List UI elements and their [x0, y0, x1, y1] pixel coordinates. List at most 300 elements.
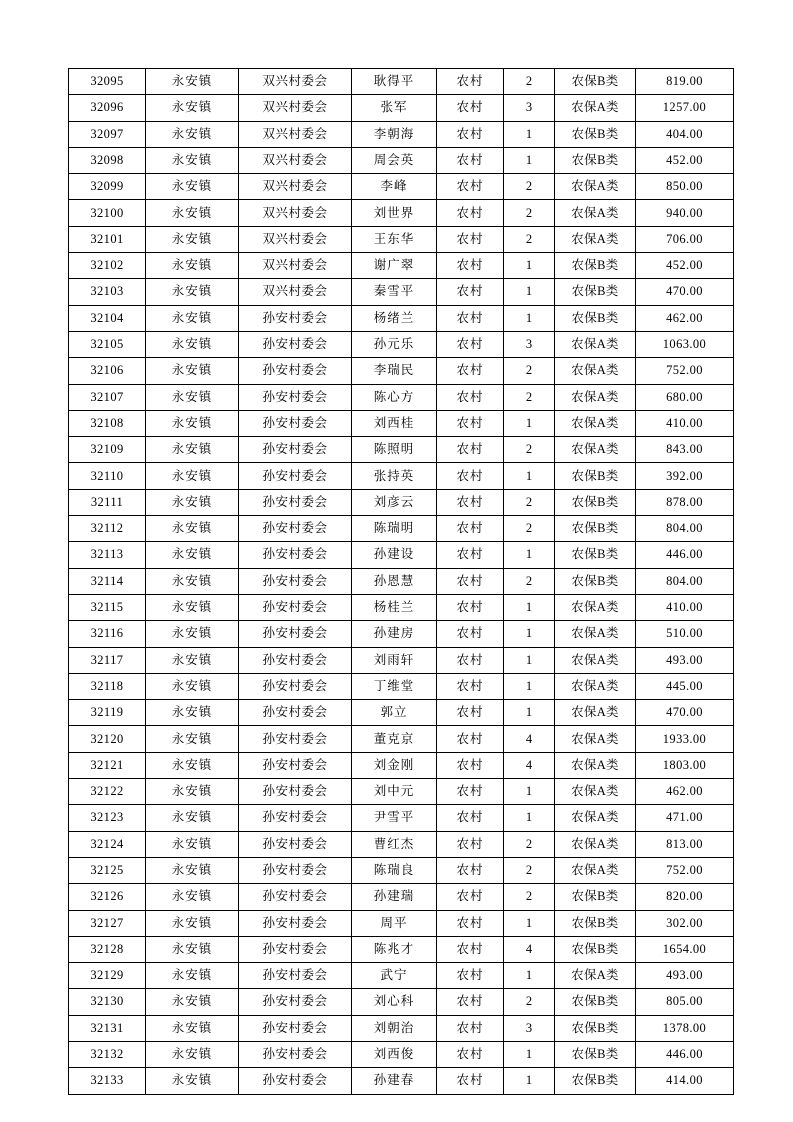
table-row: [69, 884, 734, 910]
cell-name: 杨绪兰: [352, 305, 437, 331]
cell-household-type: 农村: [437, 463, 504, 489]
cell-category: 农保A类: [555, 726, 636, 752]
cell-amount: 680.00: [636, 384, 734, 410]
cell-household-type: 农村: [437, 884, 504, 910]
cell-household-type: 农村: [437, 200, 504, 226]
cell-id: 32123: [69, 805, 146, 831]
cell-name: 孙建设: [352, 542, 437, 568]
cell-amount: 445.00: [636, 673, 734, 699]
cell-household-type: 农村: [437, 594, 504, 620]
cell-name: 陈瑞良: [352, 857, 437, 883]
cell-person-count: 3: [504, 331, 555, 357]
cell-town: 永安镇: [146, 489, 239, 515]
cell-household-type: 农村: [437, 568, 504, 594]
cell-village: 孙安村委会: [239, 884, 352, 910]
table-row: [69, 805, 734, 831]
table-row: [69, 542, 734, 568]
cell-household-type: 农村: [437, 121, 504, 147]
cell-town: 永安镇: [146, 1068, 239, 1094]
cell-category: 农保A类: [555, 331, 636, 357]
cell-name: 杨桂兰: [352, 594, 437, 620]
cell-amount: 462.00: [636, 305, 734, 331]
cell-id: 32125: [69, 857, 146, 883]
cell-household-type: 农村: [437, 647, 504, 673]
cell-id: 32121: [69, 752, 146, 778]
cell-village: 孙安村委会: [239, 331, 352, 357]
cell-town: 永安镇: [146, 410, 239, 436]
cell-person-count: 1: [504, 700, 555, 726]
table-row: [69, 384, 734, 410]
cell-name: 尹雪平: [352, 805, 437, 831]
cell-name: 谢广翠: [352, 253, 437, 279]
cell-town: 永安镇: [146, 516, 239, 542]
cell-village: 双兴村委会: [239, 95, 352, 121]
cell-category: 农保B类: [555, 910, 636, 936]
cell-household-type: 农村: [437, 147, 504, 173]
cell-id: 32106: [69, 358, 146, 384]
cell-household-type: 农村: [437, 95, 504, 121]
cell-amount: 805.00: [636, 989, 734, 1015]
cell-person-count: 1: [504, 410, 555, 436]
cell-id: 32113: [69, 542, 146, 568]
cell-category: 农保B类: [555, 542, 636, 568]
cell-village: 孙安村委会: [239, 857, 352, 883]
cell-person-count: 2: [504, 200, 555, 226]
cell-household-type: 农村: [437, 410, 504, 436]
cell-person-count: 2: [504, 989, 555, 1015]
cell-amount: 1063.00: [636, 331, 734, 357]
cell-village: 孙安村委会: [239, 779, 352, 805]
table-row: [69, 1015, 734, 1041]
cell-id: 32103: [69, 279, 146, 305]
cell-amount: 471.00: [636, 805, 734, 831]
cell-household-type: 农村: [437, 700, 504, 726]
cell-id: 32105: [69, 331, 146, 357]
table-row: [69, 410, 734, 436]
cell-town: 永安镇: [146, 647, 239, 673]
cell-id: 32118: [69, 673, 146, 699]
cell-person-count: 2: [504, 384, 555, 410]
cell-amount: 1933.00: [636, 726, 734, 752]
cell-person-count: 1: [504, 963, 555, 989]
cell-person-count: 2: [504, 516, 555, 542]
cell-household-type: 农村: [437, 989, 504, 1015]
cell-household-type: 农村: [437, 305, 504, 331]
table-row: [69, 989, 734, 1015]
cell-town: 永安镇: [146, 358, 239, 384]
cell-category: 农保A类: [555, 226, 636, 252]
cell-amount: 446.00: [636, 542, 734, 568]
cell-town: 永安镇: [146, 700, 239, 726]
cell-amount: 819.00: [636, 69, 734, 95]
cell-village: 孙安村委会: [239, 805, 352, 831]
cell-id: 32097: [69, 121, 146, 147]
table-row: [69, 489, 734, 515]
cell-town: 永安镇: [146, 726, 239, 752]
cell-name: 刘彦云: [352, 489, 437, 515]
cell-person-count: 1: [504, 673, 555, 699]
cell-id: 32096: [69, 95, 146, 121]
cell-name: 武宁: [352, 963, 437, 989]
table-row: [69, 147, 734, 173]
table-row: [69, 594, 734, 620]
cell-town: 永安镇: [146, 884, 239, 910]
cell-person-count: 1: [504, 647, 555, 673]
cell-amount: 804.00: [636, 568, 734, 594]
cell-household-type: 农村: [437, 857, 504, 883]
cell-name: 李瑞民: [352, 358, 437, 384]
cell-id: 32098: [69, 147, 146, 173]
cell-name: 丁维堂: [352, 673, 437, 699]
cell-category: 农保B类: [555, 568, 636, 594]
cell-village: 孙安村委会: [239, 568, 352, 594]
cell-town: 永安镇: [146, 963, 239, 989]
cell-town: 永安镇: [146, 1015, 239, 1041]
cell-village: 孙安村委会: [239, 910, 352, 936]
cell-name: 陈照明: [352, 437, 437, 463]
cell-town: 永安镇: [146, 305, 239, 331]
cell-village: 孙安村委会: [239, 437, 352, 463]
cell-town: 永安镇: [146, 831, 239, 857]
cell-id: 32099: [69, 174, 146, 200]
cell-id: 32132: [69, 1041, 146, 1067]
cell-amount: 404.00: [636, 121, 734, 147]
cell-id: 32120: [69, 726, 146, 752]
cell-town: 永安镇: [146, 279, 239, 305]
cell-town: 永安镇: [146, 95, 239, 121]
cell-household-type: 农村: [437, 331, 504, 357]
cell-name: 刘心科: [352, 989, 437, 1015]
cell-name: 刘西桂: [352, 410, 437, 436]
cell-village: 双兴村委会: [239, 253, 352, 279]
cell-name: 孙建房: [352, 621, 437, 647]
cell-amount: 510.00: [636, 621, 734, 647]
cell-household-type: 农村: [437, 542, 504, 568]
cell-id: 32127: [69, 910, 146, 936]
cell-village: 孙安村委会: [239, 936, 352, 962]
cell-category: 农保B类: [555, 1041, 636, 1067]
cell-category: 农保A类: [555, 200, 636, 226]
cell-town: 永安镇: [146, 200, 239, 226]
table-body: [69, 69, 734, 1095]
cell-household-type: 农村: [437, 384, 504, 410]
cell-amount: 843.00: [636, 437, 734, 463]
cell-name: 孙建春: [352, 1068, 437, 1094]
cell-id: 32100: [69, 200, 146, 226]
cell-name: 张持英: [352, 463, 437, 489]
cell-town: 永安镇: [146, 805, 239, 831]
cell-town: 永安镇: [146, 437, 239, 463]
cell-person-count: 1: [504, 121, 555, 147]
cell-name: 张军: [352, 95, 437, 121]
cell-name: 孙元乐: [352, 331, 437, 357]
cell-amount: 1378.00: [636, 1015, 734, 1041]
cell-name: 孙建瑞: [352, 884, 437, 910]
table-row: [69, 253, 734, 279]
cell-amount: 1803.00: [636, 752, 734, 778]
cell-person-count: 2: [504, 489, 555, 515]
cell-amount: 410.00: [636, 410, 734, 436]
cell-category: 农保B类: [555, 989, 636, 1015]
cell-town: 永安镇: [146, 752, 239, 778]
cell-person-count: 1: [504, 594, 555, 620]
cell-id: 32095: [69, 69, 146, 95]
cell-village: 孙安村委会: [239, 305, 352, 331]
cell-household-type: 农村: [437, 516, 504, 542]
cell-town: 永安镇: [146, 463, 239, 489]
cell-town: 永安镇: [146, 384, 239, 410]
table-row: [69, 647, 734, 673]
cell-id: 32112: [69, 516, 146, 542]
cell-person-count: 1: [504, 253, 555, 279]
cell-amount: 414.00: [636, 1068, 734, 1094]
cell-name: 周平: [352, 910, 437, 936]
cell-category: 农保B类: [555, 121, 636, 147]
table-row: [69, 621, 734, 647]
cell-town: 永安镇: [146, 989, 239, 1015]
cell-name: 刘世界: [352, 200, 437, 226]
cell-amount: 1654.00: [636, 936, 734, 962]
cell-category: 农保B类: [555, 489, 636, 515]
cell-household-type: 农村: [437, 437, 504, 463]
cell-category: 农保B类: [555, 253, 636, 279]
cell-village: 孙安村委会: [239, 594, 352, 620]
table-row: [69, 437, 734, 463]
cell-town: 永安镇: [146, 69, 239, 95]
table-row: [69, 700, 734, 726]
cell-household-type: 农村: [437, 779, 504, 805]
cell-category: 农保A类: [555, 358, 636, 384]
table-row: [69, 331, 734, 357]
cell-amount: 470.00: [636, 279, 734, 305]
cell-household-type: 农村: [437, 1068, 504, 1094]
cell-village: 双兴村委会: [239, 121, 352, 147]
cell-amount: 493.00: [636, 963, 734, 989]
cell-person-count: 1: [504, 910, 555, 936]
cell-person-count: 2: [504, 884, 555, 910]
cell-household-type: 农村: [437, 805, 504, 831]
cell-category: 农保B类: [555, 516, 636, 542]
cell-name: 周会英: [352, 147, 437, 173]
cell-household-type: 农村: [437, 752, 504, 778]
cell-village: 双兴村委会: [239, 200, 352, 226]
cell-id: 32107: [69, 384, 146, 410]
cell-person-count: 2: [504, 831, 555, 857]
cell-village: 双兴村委会: [239, 69, 352, 95]
cell-id: 32111: [69, 489, 146, 515]
cell-town: 永安镇: [146, 121, 239, 147]
cell-id: 32114: [69, 568, 146, 594]
cell-town: 永安镇: [146, 226, 239, 252]
cell-name: 曹红杰: [352, 831, 437, 857]
cell-category: 农保A类: [555, 779, 636, 805]
cell-amount: 820.00: [636, 884, 734, 910]
cell-category: 农保B类: [555, 69, 636, 95]
cell-person-count: 1: [504, 621, 555, 647]
cell-id: 32130: [69, 989, 146, 1015]
cell-amount: 392.00: [636, 463, 734, 489]
cell-person-count: 2: [504, 174, 555, 200]
cell-amount: 470.00: [636, 700, 734, 726]
cell-village: 孙安村委会: [239, 726, 352, 752]
table-row: [69, 69, 734, 95]
cell-id: 32133: [69, 1068, 146, 1094]
cell-household-type: 农村: [437, 1015, 504, 1041]
cell-person-count: 2: [504, 358, 555, 384]
cell-household-type: 农村: [437, 621, 504, 647]
cell-village: 孙安村委会: [239, 542, 352, 568]
cell-category: 农保A类: [555, 647, 636, 673]
cell-name: 耿得平: [352, 69, 437, 95]
cell-category: 农保A类: [555, 857, 636, 883]
cell-category: 农保B类: [555, 1015, 636, 1041]
cell-id: 32122: [69, 779, 146, 805]
cell-category: 农保A类: [555, 963, 636, 989]
cell-town: 永安镇: [146, 147, 239, 173]
cell-household-type: 农村: [437, 673, 504, 699]
beneficiary-table: [68, 68, 734, 1095]
cell-person-count: 1: [504, 1068, 555, 1094]
cell-id: 32119: [69, 700, 146, 726]
cell-person-count: 1: [504, 305, 555, 331]
cell-town: 永安镇: [146, 936, 239, 962]
cell-amount: 804.00: [636, 516, 734, 542]
cell-name: 刘朝治: [352, 1015, 437, 1041]
cell-name: 董克京: [352, 726, 437, 752]
table-row: [69, 516, 734, 542]
cell-category: 农保A类: [555, 700, 636, 726]
cell-name: 秦雪平: [352, 279, 437, 305]
cell-village: 双兴村委会: [239, 279, 352, 305]
cell-town: 永安镇: [146, 857, 239, 883]
cell-town: 永安镇: [146, 542, 239, 568]
cell-person-count: 1: [504, 279, 555, 305]
cell-name: 刘中元: [352, 779, 437, 805]
cell-id: 32116: [69, 621, 146, 647]
cell-person-count: 1: [504, 542, 555, 568]
cell-household-type: 农村: [437, 963, 504, 989]
table-row: [69, 200, 734, 226]
cell-village: 孙安村委会: [239, 358, 352, 384]
cell-person-count: 4: [504, 726, 555, 752]
cell-id: 32129: [69, 963, 146, 989]
cell-town: 永安镇: [146, 174, 239, 200]
cell-household-type: 农村: [437, 726, 504, 752]
cell-person-count: 3: [504, 95, 555, 121]
table-row: [69, 779, 734, 805]
cell-category: 农保B类: [555, 279, 636, 305]
cell-category: 农保A类: [555, 594, 636, 620]
cell-town: 永安镇: [146, 1041, 239, 1067]
table-row: [69, 305, 734, 331]
cell-name: 陈心方: [352, 384, 437, 410]
cell-village: 双兴村委会: [239, 174, 352, 200]
cell-category: 农保B类: [555, 1068, 636, 1094]
cell-category: 农保A类: [555, 752, 636, 778]
cell-amount: 446.00: [636, 1041, 734, 1067]
cell-person-count: 1: [504, 805, 555, 831]
cell-village: 孙安村委会: [239, 463, 352, 489]
cell-id: 32117: [69, 647, 146, 673]
cell-person-count: 1: [504, 1041, 555, 1067]
cell-amount: 706.00: [636, 226, 734, 252]
cell-person-count: 1: [504, 779, 555, 805]
cell-amount: 878.00: [636, 489, 734, 515]
cell-household-type: 农村: [437, 831, 504, 857]
cell-id: 32108: [69, 410, 146, 436]
cell-village: 孙安村委会: [239, 963, 352, 989]
cell-amount: 462.00: [636, 779, 734, 805]
cell-person-count: 2: [504, 226, 555, 252]
cell-id: 32109: [69, 437, 146, 463]
cell-village: 孙安村委会: [239, 647, 352, 673]
cell-category: 农保A类: [555, 831, 636, 857]
cell-amount: 493.00: [636, 647, 734, 673]
table-row: [69, 358, 734, 384]
table-row: [69, 1041, 734, 1067]
cell-household-type: 农村: [437, 174, 504, 200]
cell-person-count: 4: [504, 936, 555, 962]
cell-person-count: 1: [504, 463, 555, 489]
cell-household-type: 农村: [437, 69, 504, 95]
table-row: [69, 174, 734, 200]
cell-village: 孙安村委会: [239, 384, 352, 410]
cell-category: 农保A类: [555, 174, 636, 200]
cell-category: 农保B类: [555, 147, 636, 173]
cell-household-type: 农村: [437, 226, 504, 252]
table-row: [69, 1068, 734, 1094]
cell-person-count: 1: [504, 147, 555, 173]
cell-id: 32101: [69, 226, 146, 252]
cell-id: 32124: [69, 831, 146, 857]
cell-village: 孙安村委会: [239, 621, 352, 647]
cell-category: 农保B类: [555, 936, 636, 962]
cell-category: 农保A类: [555, 437, 636, 463]
cell-village: 孙安村委会: [239, 989, 352, 1015]
cell-town: 永安镇: [146, 621, 239, 647]
cell-household-type: 农村: [437, 936, 504, 962]
cell-category: 农保B类: [555, 463, 636, 489]
cell-household-type: 农村: [437, 1041, 504, 1067]
cell-village: 双兴村委会: [239, 226, 352, 252]
cell-amount: 752.00: [636, 358, 734, 384]
cell-person-count: 2: [504, 437, 555, 463]
cell-amount: 452.00: [636, 253, 734, 279]
cell-category: 农保A类: [555, 805, 636, 831]
cell-village: 孙安村委会: [239, 1068, 352, 1094]
table-row: [69, 673, 734, 699]
cell-household-type: 农村: [437, 358, 504, 384]
cell-household-type: 农村: [437, 279, 504, 305]
cell-category: 农保A类: [555, 673, 636, 699]
cell-village: 孙安村委会: [239, 831, 352, 857]
cell-village: 孙安村委会: [239, 489, 352, 515]
table-row: [69, 95, 734, 121]
cell-town: 永安镇: [146, 779, 239, 805]
table-row: [69, 857, 734, 883]
cell-name: 孙恩慧: [352, 568, 437, 594]
cell-id: 32128: [69, 936, 146, 962]
cell-amount: 752.00: [636, 857, 734, 883]
cell-town: 永安镇: [146, 594, 239, 620]
cell-category: 农保A类: [555, 95, 636, 121]
cell-category: 农保A类: [555, 384, 636, 410]
cell-name: 刘西俊: [352, 1041, 437, 1067]
cell-village: 孙安村委会: [239, 673, 352, 699]
table-row: [69, 831, 734, 857]
cell-name: 陈兆才: [352, 936, 437, 962]
cell-village: 双兴村委会: [239, 147, 352, 173]
